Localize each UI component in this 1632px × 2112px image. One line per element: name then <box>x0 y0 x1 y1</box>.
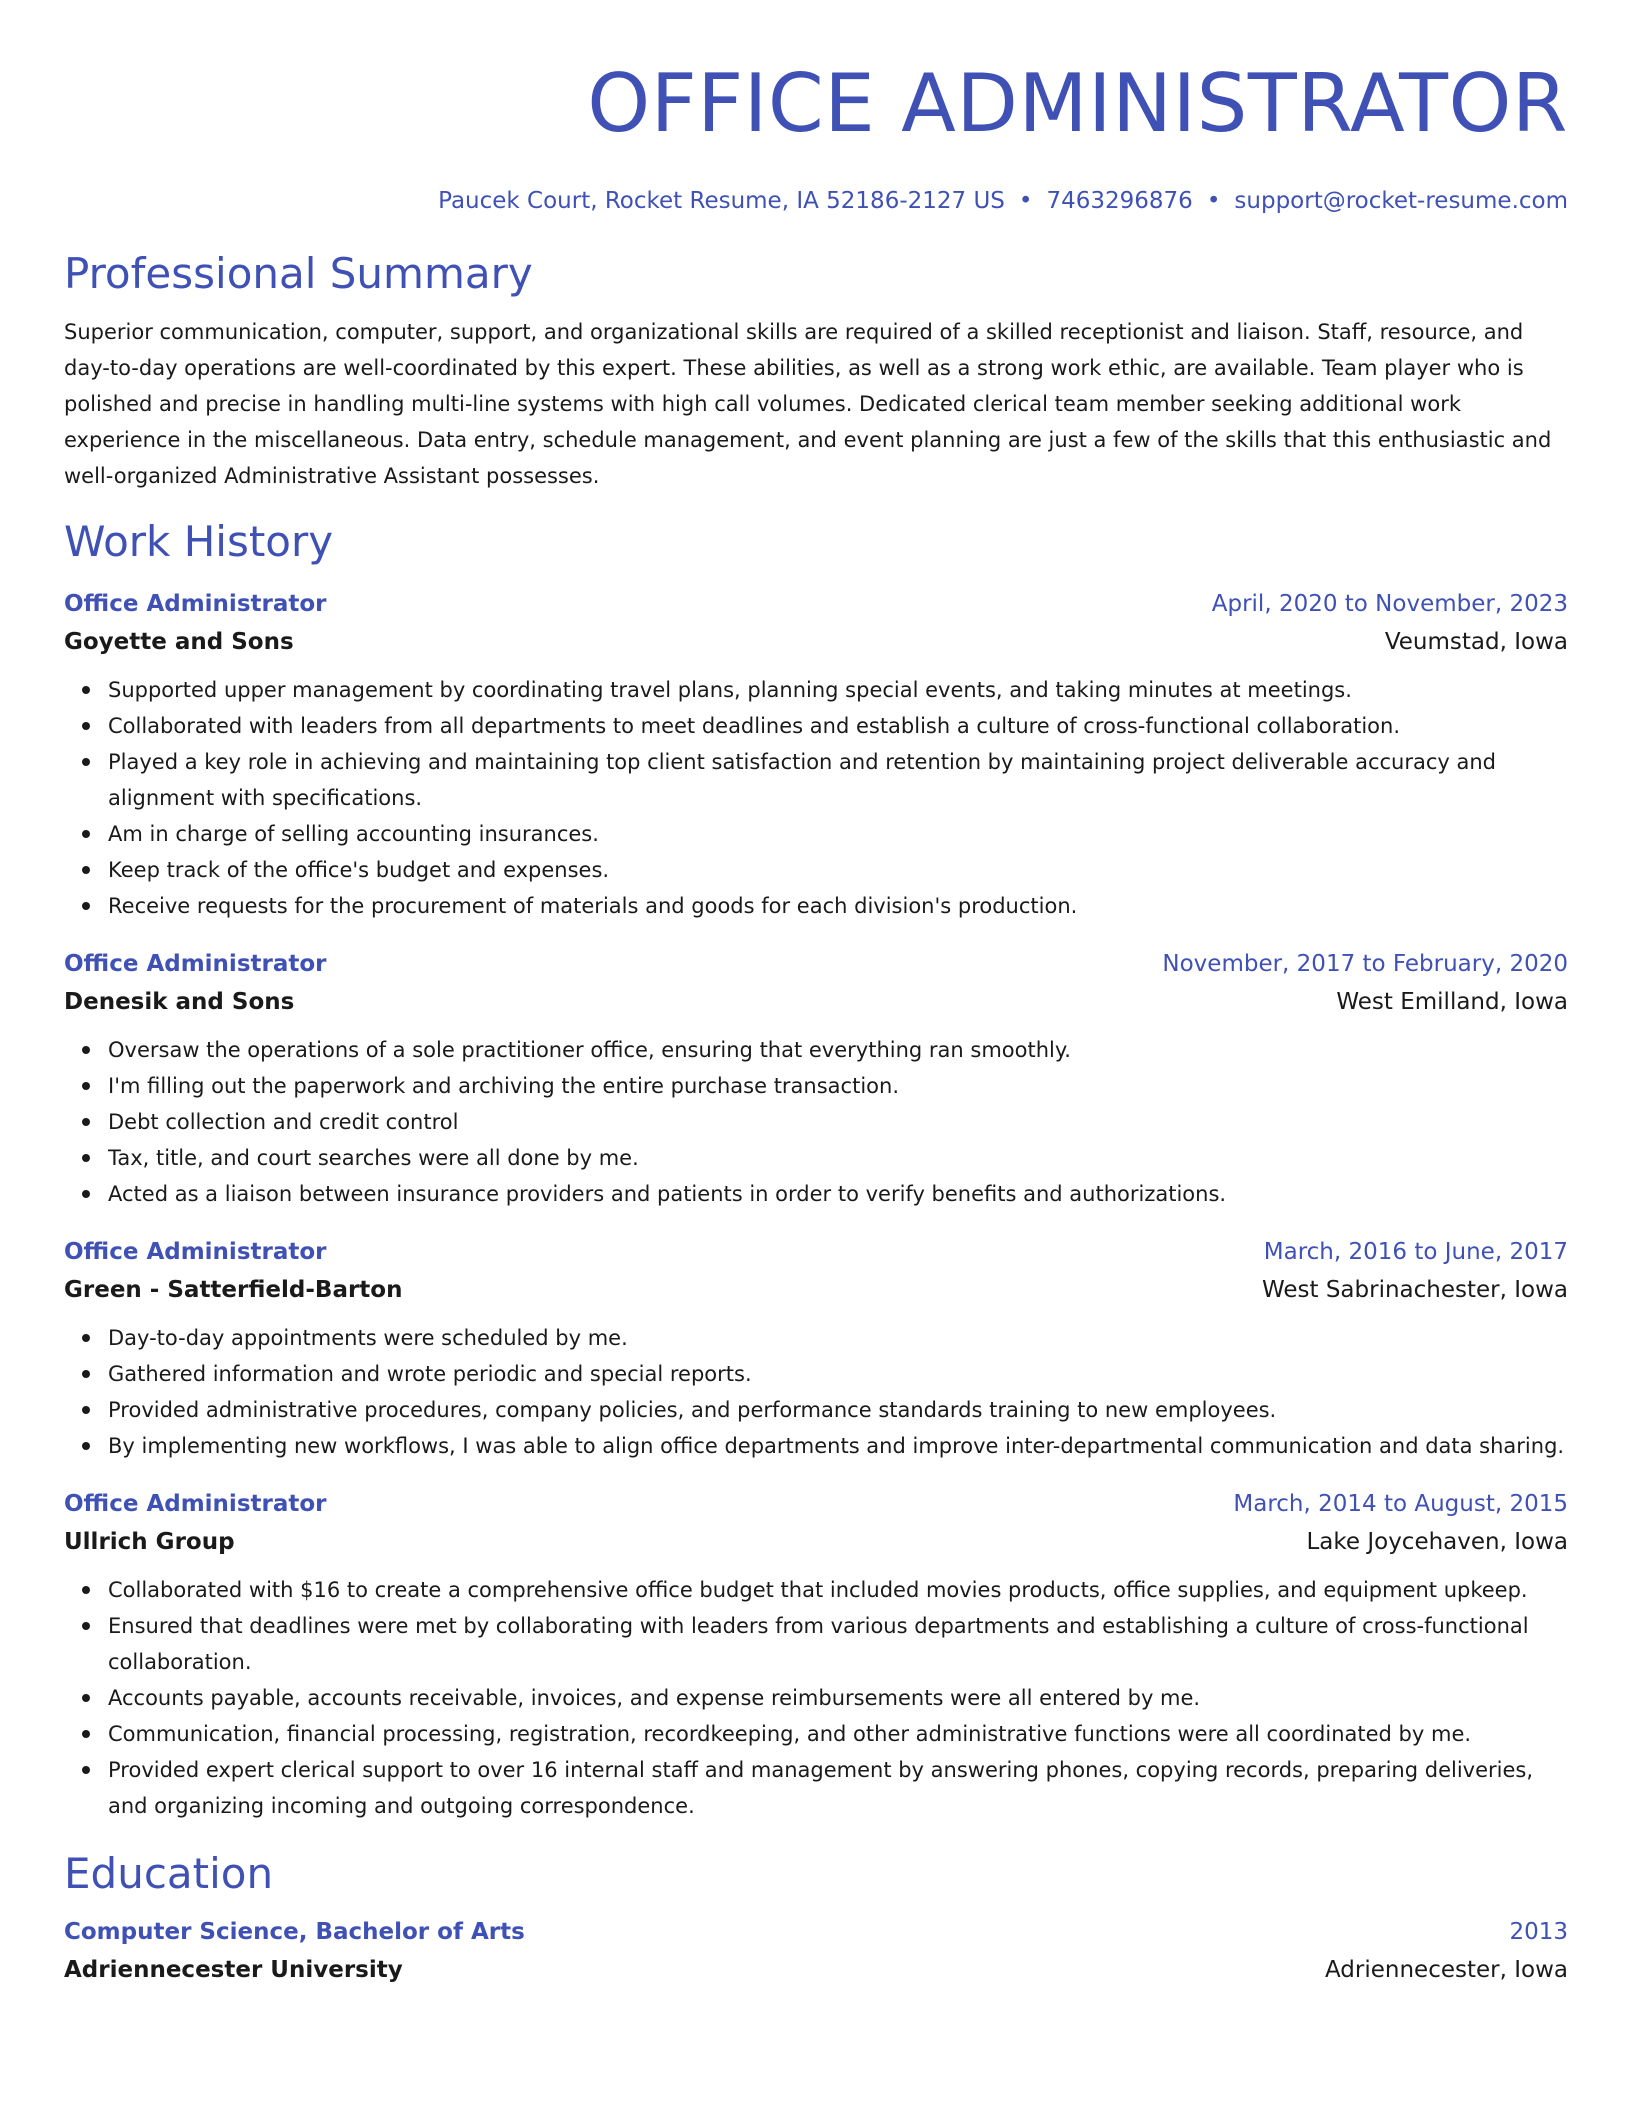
job-bullet: Accounts payable, accounts receivable, invoices, and expense reimbursements were all entered by me. <box>108 1680 1568 1716</box>
section-title-education: Education <box>64 1849 274 1898</box>
education-header-row <box>64 1914 1568 1950</box>
job-bullet: Played a key role in achieving and maintaining top client satisfaction and retention by maintaining project deliverable accuracy and alignment with specifications. <box>108 744 1568 816</box>
job-title: Office Administrator <box>64 951 327 977</box>
job-entry <box>64 1234 1568 1464</box>
job-dates: April, 2020 to November, 2023 <box>1211 591 1568 617</box>
job-company-row <box>64 622 1568 662</box>
job-bullets <box>64 672 1568 924</box>
job-company: Green - Satterfield-Barton <box>64 1277 403 1303</box>
education-year: 2013 <box>1509 1919 1568 1945</box>
education-school: Adriennecester University <box>64 1957 403 1983</box>
job-title: Office Administrator <box>64 591 327 617</box>
job-bullet: Oversaw the operations of a sole practitioner office, ensuring that everything ran smoothly. <box>108 1032 1568 1068</box>
job-dates: March, 2014 to August, 2015 <box>1233 1491 1568 1517</box>
resume-header <box>64 56 1568 216</box>
job-entry <box>64 1486 1568 1824</box>
section-title-work-history: Work History <box>64 517 334 566</box>
job-bullet: Collaborated with $16 to create a comprehensive office budget that included movies products, office supplies, and equipment upkeep. <box>108 1572 1568 1608</box>
section-title-summary: Professional Summary <box>64 249 533 298</box>
job-title: Office Administrator <box>64 1491 327 1517</box>
education-school-row <box>64 1950 1568 1990</box>
job-bullet: Debt collection and credit control <box>108 1104 1568 1140</box>
contact-separator: • <box>1018 188 1033 214</box>
job-bullet: Keep track of the office's budget and expenses. <box>108 852 1568 888</box>
job-dates: November, 2017 to February, 2020 <box>1162 951 1568 977</box>
job-bullet: Receive requests for the procurement of materials and goods for each division's production. <box>108 888 1568 924</box>
job-bullet: Ensured that deadlines were met by collaborating with leaders from various departments and establishing a culture of cross-functional collaboration. <box>108 1608 1568 1680</box>
job-bullet: Provided administrative procedures, company policies, and performance standards training to new employees. <box>108 1392 1568 1428</box>
job-header-row <box>64 1486 1568 1522</box>
job-bullet: By implementing new workflows, I was able to align office departments and improve inter-departmental communication and data sharing. <box>108 1428 1568 1464</box>
job-location: Lake Joycehaven, Iowa <box>1306 1529 1568 1555</box>
job-bullet: Provided expert clerical support to over 16 internal staff and management by answering phones, copying records, preparing deliveries, and organizing incoming and outgoing correspondence. <box>108 1752 1568 1824</box>
contact-phone: 7463296876 <box>1046 188 1193 214</box>
job-bullets <box>64 1572 1568 1824</box>
job-bullet: Gathered information and wrote periodic and special reports. <box>108 1356 1568 1392</box>
contact-email[interactable]: support@rocket-resume.com <box>1234 188 1568 214</box>
contact-line <box>64 186 1568 216</box>
job-location: Veumstad, Iowa <box>1384 629 1568 655</box>
job-bullet: I'm filling out the paperwork and archiving the entire purchase transaction. <box>108 1068 1568 1104</box>
job-company-row <box>64 1522 1568 1562</box>
job-bullet: Collaborated with leaders from all departments to meet deadlines and establish a culture of cross-functional collaboration. <box>108 708 1568 744</box>
job-company: Ullrich Group <box>64 1529 235 1555</box>
job-header-row <box>64 586 1568 622</box>
contact-separator: • <box>1206 188 1221 214</box>
job-bullets <box>64 1032 1568 1212</box>
job-company: Goyette and Sons <box>64 629 294 655</box>
job-company-row <box>64 982 1568 1022</box>
job-bullet: Communication, financial processing, registration, recordkeeping, and other administrative functions were all coordinated by me. <box>108 1716 1568 1752</box>
job-title: Office Administrator <box>64 1239 327 1265</box>
job-entry <box>64 586 1568 924</box>
job-bullet: Day-to-day appointments were scheduled by me. <box>108 1320 1568 1356</box>
job-bullet: Acted as a liaison between insurance providers and patients in order to verify benefits and authorizations. <box>108 1176 1568 1212</box>
job-bullet: Supported upper management by coordinating travel plans, planning special events, and taking minutes at meetings. <box>108 672 1568 708</box>
job-bullet: Tax, title, and court searches were all done by me. <box>108 1140 1568 1176</box>
job-bullet: Am in charge of selling accounting insurances. <box>108 816 1568 852</box>
education-location: Adriennecester, Iowa <box>1324 1957 1568 1983</box>
job-header-row <box>64 946 1568 982</box>
candidate-title: OFFICE ADMINISTRATOR <box>587 57 1568 150</box>
job-dates: March, 2016 to June, 2017 <box>1263 1239 1568 1265</box>
job-company-row <box>64 1270 1568 1310</box>
job-bullets <box>64 1320 1568 1464</box>
job-header-row <box>64 1234 1568 1270</box>
summary-text: Superior communication, computer, support, and organizational skills are required of a skilled receptionist and liaison. Staff, resource, and day-to-day operations are well-coordinated by this expert. These abilities, as well as a strong work ethic, are available. Team player who is polished and precise in handling multi-line systems with high call volumes. Dedicated clerical team member seeking additional work experience in the miscellaneous. Data entry, schedule management, and event planning are just a few of the skills that this enthusiastic and well-organized Administrative Assistant possesses. <box>64 320 1552 488</box>
job-location: West Emilland, Iowa <box>1336 989 1568 1015</box>
contact-address: Paucek Court, Rocket Resume, IA 52186-2127 US <box>438 188 1005 214</box>
education-entry <box>64 1914 1568 1990</box>
education-degree: Computer Science, Bachelor of Arts <box>64 1919 525 1945</box>
job-entry <box>64 946 1568 1212</box>
job-company: Denesik and Sons <box>64 989 295 1015</box>
job-location: West Sabrinachester, Iowa <box>1261 1277 1568 1303</box>
